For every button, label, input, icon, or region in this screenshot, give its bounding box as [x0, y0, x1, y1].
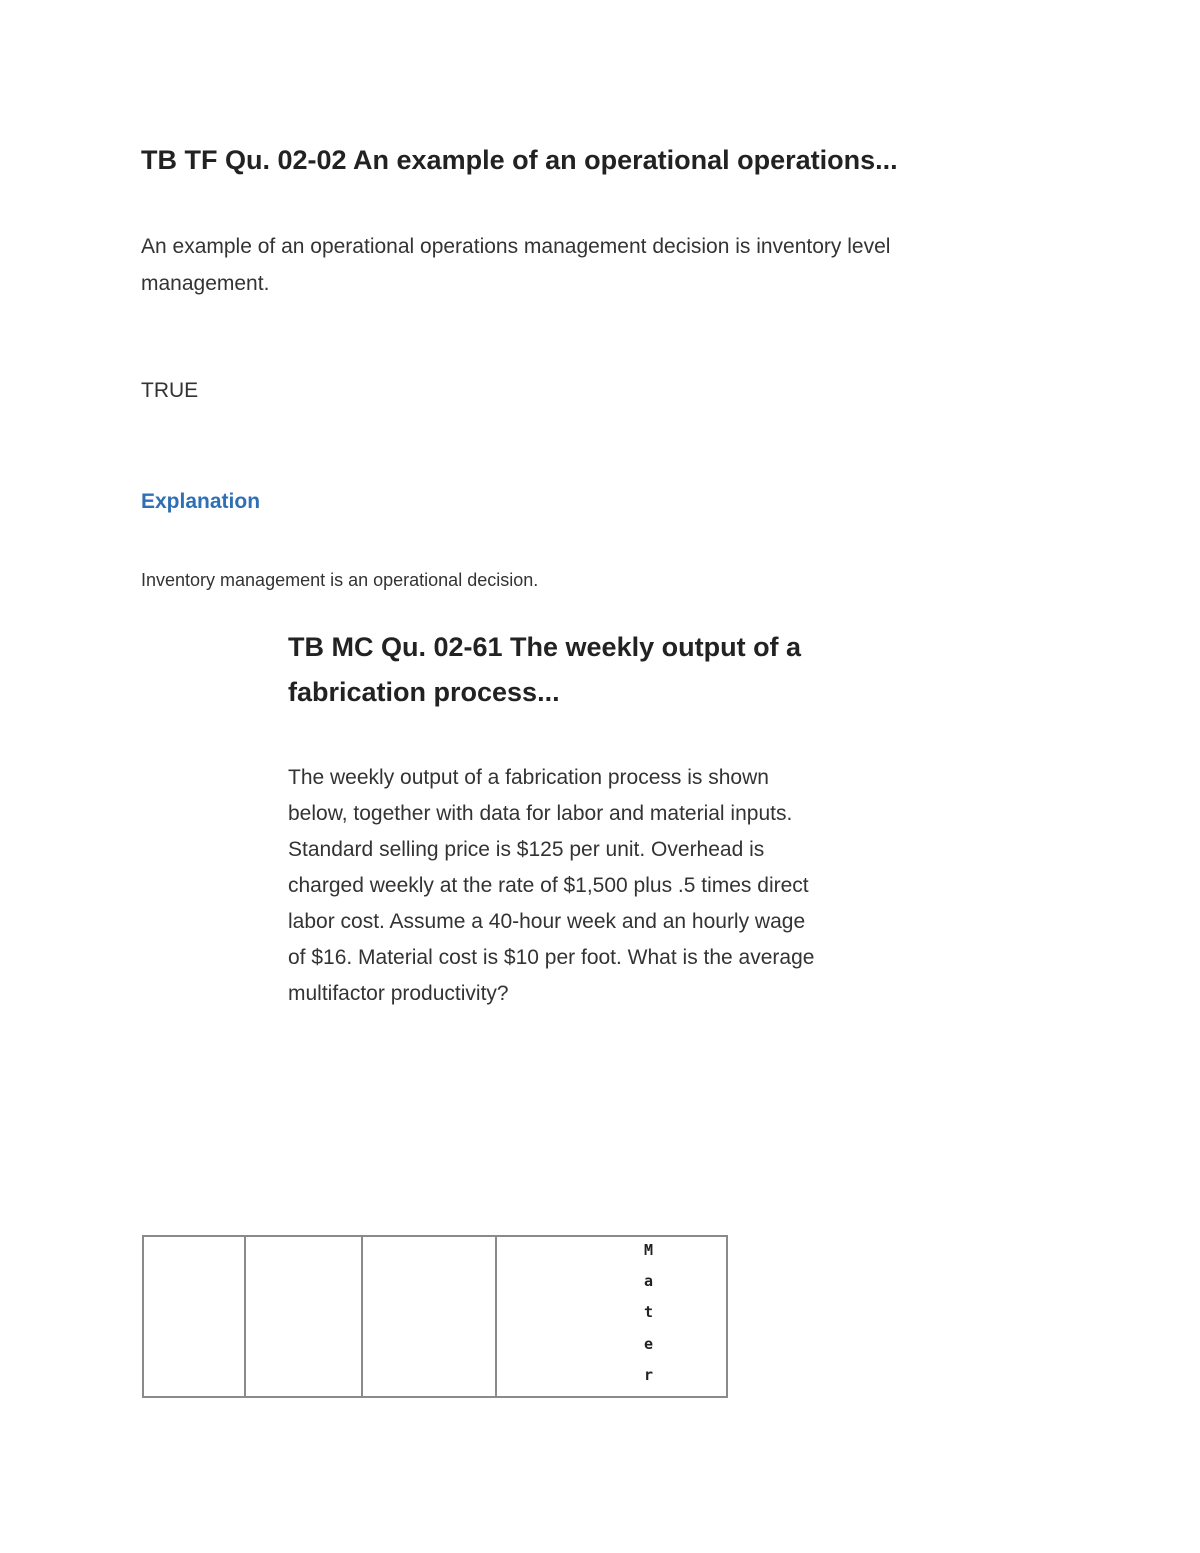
header-letter: r [643, 1365, 654, 1384]
explanation-heading: Explanation [141, 490, 261, 513]
vertical-header-text [497, 1237, 726, 1396]
question2-title: TB MC Qu. 02-61 The weekly output of a fabrication process... [288, 632, 802, 707]
question1-body: An example of an operational operations management decision is inventory level management. [141, 235, 891, 295]
table-cell [143, 1236, 245, 1397]
table-header-cell-material [496, 1236, 727, 1397]
question1-answer: TRUE [141, 379, 199, 402]
table-cell [362, 1236, 496, 1397]
table-cell [245, 1236, 362, 1397]
explanation-text: Inventory management is an operational decision. [141, 570, 539, 590]
question2-body: The weekly output of a fabrication process is shown below, together with data for labor and material inputs. Standard selling price is $125 per unit. Overhead is charged weekly at the rate of $1,500 plus .5 times direct labor cost. Assume a 40-hour week and an hourly wage of $16. Material cost is $10 per foot. What is the average multifactor productivity? [288, 766, 815, 1005]
header-letter: M [643, 1241, 654, 1259]
question1-title: TB TF Qu. 02-02 An example of an operational operations... [141, 145, 898, 175]
data-table [142, 1235, 728, 1398]
header-letter: e [643, 1334, 654, 1353]
header-letter: a [643, 1272, 654, 1291]
table-row [143, 1236, 727, 1397]
header-letter: t [643, 1303, 654, 1322]
